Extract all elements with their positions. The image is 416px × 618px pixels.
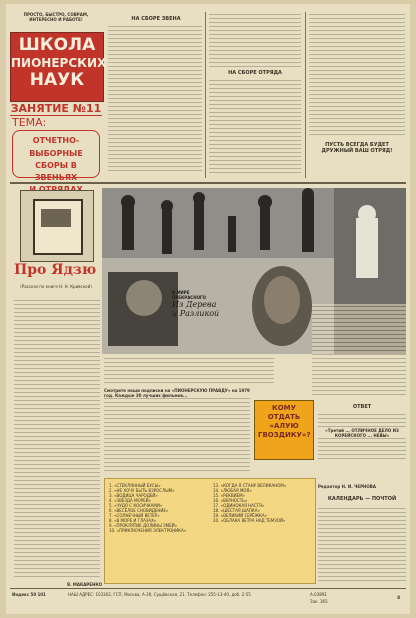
masthead	[10, 10, 107, 182]
film-item: 6. «ВЕСЁЛОЕ СНОВИДЕНИЕ»	[109, 508, 169, 513]
caption-line2: ПРЕКРАСНОГО	[172, 295, 206, 300]
films-list-2	[213, 483, 311, 523]
film-item: 20. «ОБЛАКА ВЕТРА НАД ТЕМЗОЙ»	[213, 518, 286, 523]
film-item: 14. «ЛЮБАЯ МОЯ»	[213, 488, 252, 493]
promo-text	[104, 388, 250, 474]
footer-order: А-03891	[310, 592, 327, 597]
masthead-title-block	[10, 32, 107, 102]
article-author: Я. МАКАРЕНКО	[66, 582, 102, 587]
col1-text	[108, 24, 202, 174]
col3-text	[309, 12, 405, 138]
film-item: 2. «НЕ ХОЧУ БЫТЬ ВЗРОСЛЫМ»	[109, 488, 175, 493]
horizontal-rule	[10, 182, 406, 184]
film-item: 9. «ПРОКЛЯТИЕ ДОЛИНЫ ЗМЕЙ»	[109, 523, 178, 528]
newspaper-page	[6, 4, 410, 614]
masthead-title-line1: ШКОЛА	[18, 35, 96, 55]
promo-intro: Смотрите наши подписки на «ПИОНЕРСКУЮ ПРАВДУ» на 1979 год. Каждые 30 лучших фильмов...	[104, 388, 250, 398]
film-item: 18. «ШЕСТАЯ ШАПКА»	[213, 508, 260, 513]
masthead-kicker: ПРОСТО, БЫСТРО, СОВРАМ, ИНТЕРЕСНО И РАБОТЕ!	[23, 12, 89, 22]
calendar-heading: КАЛЕНДАРЬ — ПОЧТОЙ	[327, 496, 397, 502]
book-illustration	[20, 190, 94, 262]
topic-box	[12, 130, 100, 182]
editor-line: Редактор Н. И. ЧЕРНОВА	[318, 484, 376, 489]
films-box	[104, 478, 316, 584]
answer-heading: ОТВЕТ	[352, 404, 372, 410]
article-subtitle: (Рассказ по книге Н. Н. Кривской)	[20, 284, 92, 289]
caption-subtitle: и Разликой	[172, 309, 220, 318]
masthead-title-line3: НАУК	[29, 70, 85, 90]
film-item: 4. «ЗВЕЗДА МОРЕЙ»	[109, 498, 152, 503]
slogan: ПУСТЬ ВСЕГДА БУДЕТ ДРУЖНЫЙ ВАШ ОТРЯД!	[321, 142, 393, 154]
film-item: 5. «ЧУДО С КОСИЧКАМИ»	[109, 503, 163, 508]
tema-label: ТЕМА:	[12, 116, 47, 129]
film-item: 1. «СТЕКЛЯННЫЙ БУСЫ»	[109, 483, 161, 488]
caption-line1: В МИРЕ	[172, 290, 190, 295]
film-item: 17. «ОДИНОКАЯ НАСТЯ»	[213, 503, 265, 508]
topic-line1: ОТЧЕТНО-ВЫБОРНЫЕ	[29, 136, 83, 158]
film-item: 10. «ПРИКЛЮЧЕНИЯ ЭЛЕКТРОНИКА»	[109, 528, 187, 533]
right-photo-text	[312, 304, 406, 398]
col1-heading: НА СБОРЕ ЗВЕНА	[131, 16, 181, 22]
footer-publisher: НАШ АДРЕС: 103302, ГСП, Москва, А-30, Сущёвская, 21. Телефон: 255-13-40, доб. 2-55	[68, 592, 251, 597]
film-item: 19. «ВЕЛИКИЙ СЕРЁЖКА»	[213, 513, 268, 518]
topic-line2: СБОРЫ В ЗВЕНЬЯХ	[34, 161, 78, 182]
col2-text	[209, 78, 301, 174]
caption-title: Из Дерева	[172, 300, 217, 309]
answer-text: «Третий ... ОТЛИЧНОЕ ДЕЛО ИЗ КОРЕЙСКОГО ... НЕВЫ»	[318, 428, 406, 438]
footer-index: Индекс 50 101	[12, 592, 46, 597]
film-item: 3. «ВОДИЦА ЧАРОДЕЙ»	[109, 493, 158, 498]
film-item: 13. «КОГДА Я СТАНУ ВЕЛИКАНОМ»	[213, 483, 287, 488]
promo-headline-box	[254, 400, 314, 460]
col2-heading: НА СБОРЕ ОТРЯДА	[228, 70, 282, 76]
article-text	[14, 298, 100, 580]
films-list	[109, 483, 207, 533]
film-item: 8. «В МОРЕ И ГЛАЗАХ»	[109, 518, 157, 523]
film-item: 15. «РЕКВИЕМ»	[213, 493, 246, 498]
article-title: Про Ядзю	[14, 262, 97, 278]
footer	[10, 588, 406, 611]
promo-headline: КОМУ ОТДАТЬ «АЛУЮ ГВОЗДИКУ»?	[258, 404, 311, 439]
column-divider	[205, 12, 206, 178]
col2-text-top	[209, 12, 301, 68]
photo-caption	[172, 290, 232, 318]
column-divider	[305, 12, 306, 178]
film-item: 16. «ВЕРНОСТЬ»	[213, 498, 248, 503]
photo-article-text	[104, 356, 274, 384]
calendar-text	[318, 506, 406, 582]
film-item: 7. «СОЛНЕЧНЫЙ ВЕТЕР»	[109, 513, 160, 518]
masthead-title-line2: ПИОНЕРСКИХ	[11, 56, 107, 70]
lesson-number: ЗАНЯТИЕ №11	[10, 102, 102, 115]
footer-tirage: Зак. 365	[310, 599, 328, 604]
page-number: 8	[397, 595, 400, 600]
